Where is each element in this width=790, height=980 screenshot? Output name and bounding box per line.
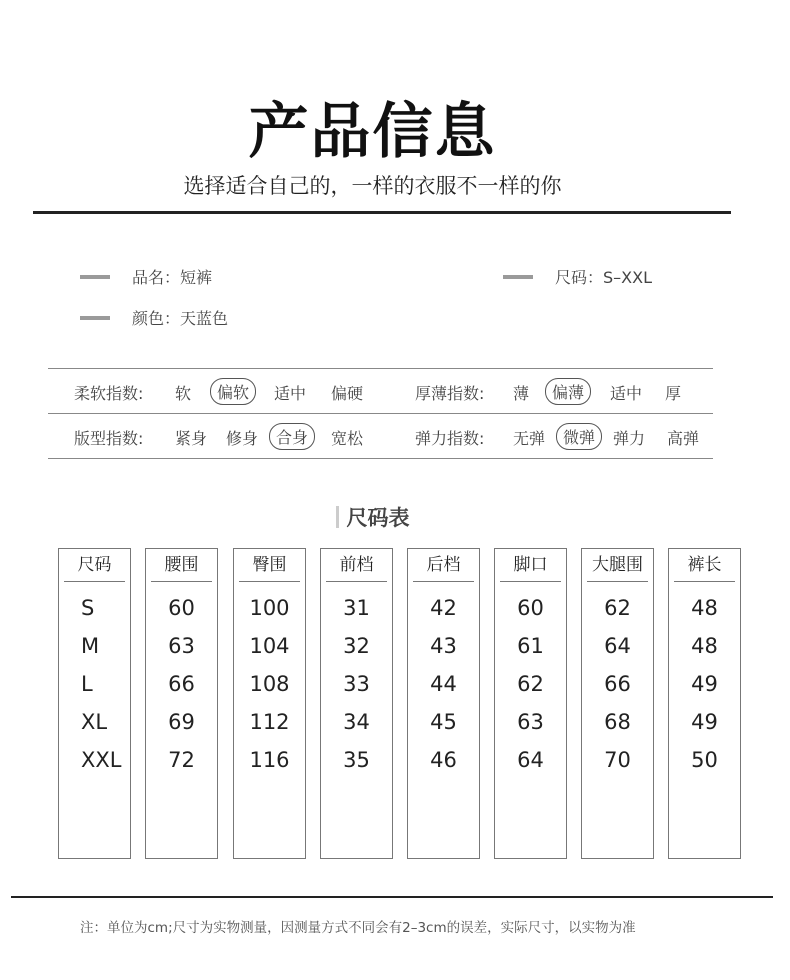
size-cell: 64	[604, 634, 631, 658]
size-column	[58, 548, 131, 859]
index-table	[48, 368, 713, 459]
index-row-2	[48, 414, 713, 458]
thickness-label: 厚薄指数:	[415, 384, 485, 403]
softness-option: 偏硬	[331, 384, 364, 403]
size-cell: 68	[604, 710, 631, 734]
page-title: 产品信息	[248, 97, 497, 167]
size-cell: 100	[249, 596, 290, 620]
dash-marker	[80, 316, 110, 320]
size-column	[581, 548, 654, 859]
size-cell: 63	[517, 710, 544, 734]
size-column-header: 臀围	[239, 549, 300, 582]
attr-color: 颜色：天蓝色	[80, 306, 228, 329]
attr-size-range: 尺码：S–XXL	[503, 265, 652, 288]
title-accent-bar	[336, 506, 339, 528]
size-cell: 60	[517, 596, 544, 620]
size-cell: 60	[168, 596, 195, 620]
size-cell: 62	[517, 672, 544, 696]
size-cell: 66	[604, 672, 631, 696]
dash-marker	[503, 275, 533, 279]
thickness-option: 适中	[610, 384, 643, 403]
elasticity-option-selected: 微弹	[556, 423, 602, 450]
dash-marker	[80, 275, 110, 279]
size-column	[494, 548, 567, 859]
size-cell: 32	[343, 634, 370, 658]
footnote: 注：单位为cm;尺寸为实物测量，因测量方式不同会有2–3cm的误差，实际尺寸，以实物为准	[80, 920, 636, 936]
elasticity-label: 弹力指数:	[415, 429, 485, 448]
softness-option: 软	[175, 384, 192, 403]
size-column-header: 脚口	[500, 549, 561, 582]
elasticity-option: 高弹	[667, 429, 700, 448]
fit-option: 宽松	[331, 429, 364, 448]
size-cell: 62	[604, 596, 631, 620]
size-cell: 33	[343, 672, 370, 696]
divider-bottom	[11, 896, 773, 898]
size-cell: 63	[168, 634, 195, 658]
size-cell: 66	[168, 672, 195, 696]
thickness-option: 薄	[513, 384, 530, 403]
index-row-1	[48, 369, 713, 413]
fit-option-selected: 合身	[269, 423, 315, 450]
size-cell: 48	[691, 634, 718, 658]
size-column-header: 后档	[413, 549, 474, 582]
elasticity-option: 无弹	[513, 429, 546, 448]
divider-top	[33, 211, 731, 214]
size-cell: S	[81, 596, 95, 620]
size-cell: M	[81, 634, 100, 658]
size-column	[145, 548, 218, 859]
size-cell: 46	[430, 748, 457, 772]
size-cell: 112	[249, 710, 290, 734]
thickness-option: 厚	[665, 384, 682, 403]
softness-option-selected: 偏软	[210, 378, 256, 405]
softness-label: 柔软指数:	[74, 384, 144, 403]
size-cell: 49	[691, 672, 718, 696]
size-cell: 104	[249, 634, 290, 658]
size-cell: 61	[517, 634, 544, 658]
size-column-header: 尺码	[64, 549, 125, 582]
size-column	[320, 548, 393, 859]
size-cell: 64	[517, 748, 544, 772]
size-column-header: 腰围	[151, 549, 212, 582]
size-cell: XXL	[81, 748, 122, 772]
attr-product-name: 品名：短裤	[80, 265, 212, 288]
size-chart-title: 尺码表	[0, 502, 745, 532]
size-cell: 42	[430, 596, 457, 620]
thickness-option-selected: 偏薄	[545, 378, 591, 405]
fit-label: 版型指数:	[74, 429, 144, 448]
size-cell: 48	[691, 596, 718, 620]
size-column	[233, 548, 306, 859]
size-column	[407, 548, 480, 859]
size-column-header: 前档	[326, 549, 387, 582]
size-cell: 31	[343, 596, 370, 620]
size-cell: 72	[168, 748, 195, 772]
size-cell: 35	[343, 748, 370, 772]
size-cell: 45	[430, 710, 457, 734]
fit-option: 修身	[226, 429, 259, 448]
size-column	[668, 548, 741, 859]
elasticity-option: 弹力	[613, 429, 646, 448]
size-column-header: 大腿围	[587, 549, 648, 582]
size-cell: 44	[430, 672, 457, 696]
size-cell: 34	[343, 710, 370, 734]
size-cell: 69	[168, 710, 195, 734]
size-cell: 43	[430, 634, 457, 658]
size-cell: 108	[249, 672, 290, 696]
size-cell: 70	[604, 748, 631, 772]
size-cell: XL	[81, 710, 108, 734]
size-column-header: 裤长	[674, 549, 735, 582]
size-cell: 49	[691, 710, 718, 734]
page-subtitle: 选择适合自己的，一样的衣服不一样的你	[183, 174, 562, 198]
size-cell: 116	[249, 748, 290, 772]
size-cell: L	[81, 672, 93, 696]
size-cell: 50	[691, 748, 718, 772]
fit-option: 紧身	[175, 429, 208, 448]
softness-option: 适中	[274, 384, 307, 403]
